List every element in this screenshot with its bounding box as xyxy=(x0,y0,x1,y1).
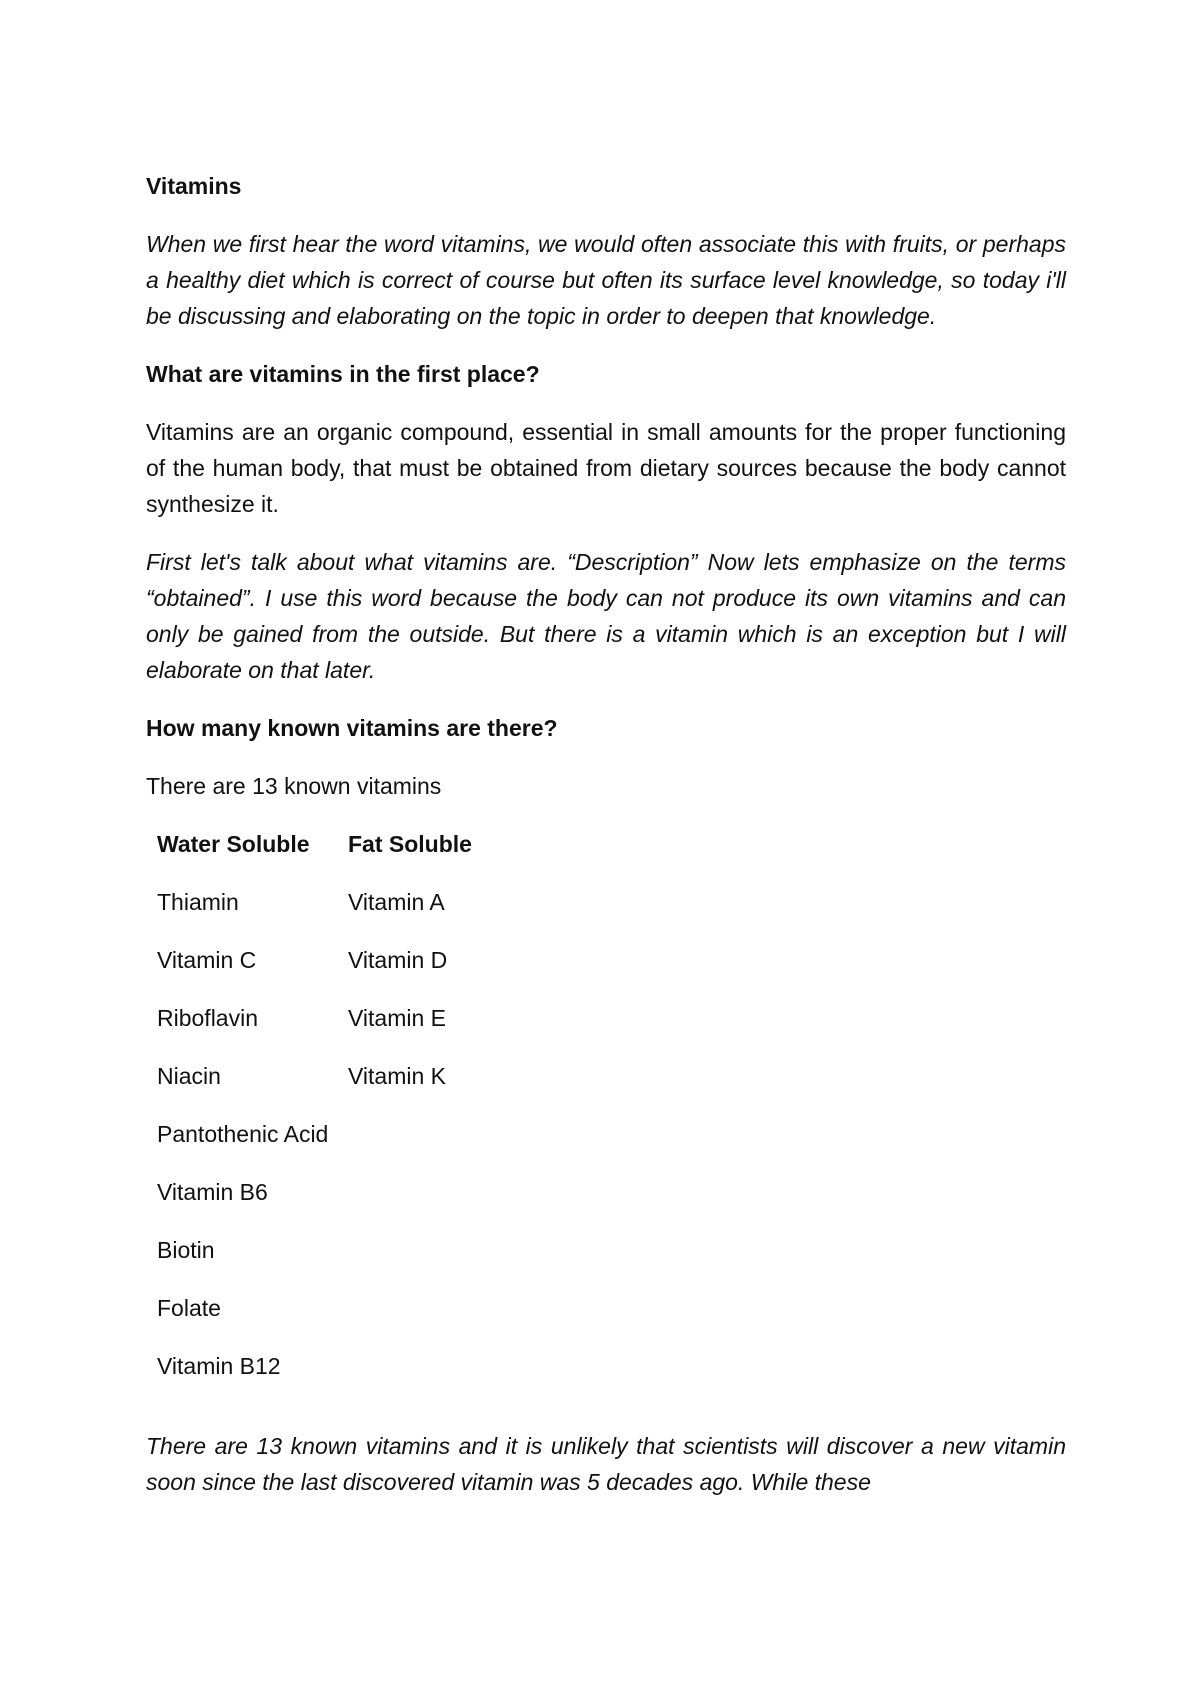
water-soluble-cell: Riboflavin xyxy=(157,1005,258,1031)
empty-cell xyxy=(337,1174,528,1232)
table-row xyxy=(146,884,528,942)
fat-soluble-cell: Vitamin A xyxy=(348,889,445,915)
header-water-soluble: Water Soluble xyxy=(157,831,310,857)
water-soluble-cell: Thiamin xyxy=(157,889,239,915)
table-row xyxy=(146,1348,528,1406)
intro-paragraph: When we first hear the word vitamins, we would often associate this with fruits, or perhaps a healthy diet which is correct of course but often its surface level knowledge, so today i'll be discussing and elaborating on the topic in order to deepen that knowledge. xyxy=(146,231,1066,329)
water-soluble-cell: Vitamin B6 xyxy=(157,1179,268,1205)
empty-cell xyxy=(337,1116,528,1174)
vitamin-table xyxy=(146,826,528,1406)
fat-soluble-cell: Vitamin E xyxy=(348,1005,447,1031)
table-row xyxy=(146,1290,528,1348)
table-row xyxy=(146,1116,528,1174)
water-soluble-cell: Vitamin B12 xyxy=(157,1353,281,1379)
document-title: Vitamins xyxy=(146,173,242,199)
table-row xyxy=(146,1058,528,1116)
section-heading-how-many-vitamins: How many known vitamins are there? xyxy=(146,715,558,741)
table-row xyxy=(146,1232,528,1290)
vitamin-count-text: There are 13 known vitamins xyxy=(146,773,442,799)
table-header-row xyxy=(146,826,528,884)
table-row xyxy=(146,1174,528,1232)
table-row xyxy=(146,1000,528,1058)
water-soluble-cell: Pantothenic Acid xyxy=(157,1121,329,1147)
table-row xyxy=(146,942,528,1000)
water-soluble-cell: Biotin xyxy=(157,1237,215,1263)
fat-soluble-cell: Vitamin D xyxy=(348,947,448,973)
empty-cell xyxy=(337,1232,528,1290)
water-soluble-cell: Folate xyxy=(157,1295,221,1321)
closing-paragraph: There are 13 known vitamins and it is unlikely that scientists will discover a new vitamin soon since the last discovered vitamin was 5 decades ago. While these xyxy=(146,1433,1066,1495)
empty-cell xyxy=(337,1348,528,1406)
empty-cell xyxy=(337,1290,528,1348)
water-soluble-cell: Vitamin C xyxy=(157,947,257,973)
definition-paragraph: Vitamins are an organic compound, essential in small amounts for the proper functioning of the human body, that must be obtained from dietary sources because the body cannot synthesize it. xyxy=(146,419,1066,517)
fat-soluble-cell: Vitamin K xyxy=(348,1063,447,1089)
water-soluble-cell: Niacin xyxy=(157,1063,221,1089)
header-fat-soluble: Fat Soluble xyxy=(348,831,472,857)
section-heading-what-are-vitamins: What are vitamins in the first place? xyxy=(146,361,540,387)
speaker-note-paragraph: First let's talk about what vitamins are. “Description” Now lets emphasize on the terms “obtained”. I use this word because the body can not produce its own vitamins and can only be gained from the outside. But there is a vitamin which is an exception but I will elaborate on that later. xyxy=(146,549,1066,683)
document-page xyxy=(146,168,1066,1522)
